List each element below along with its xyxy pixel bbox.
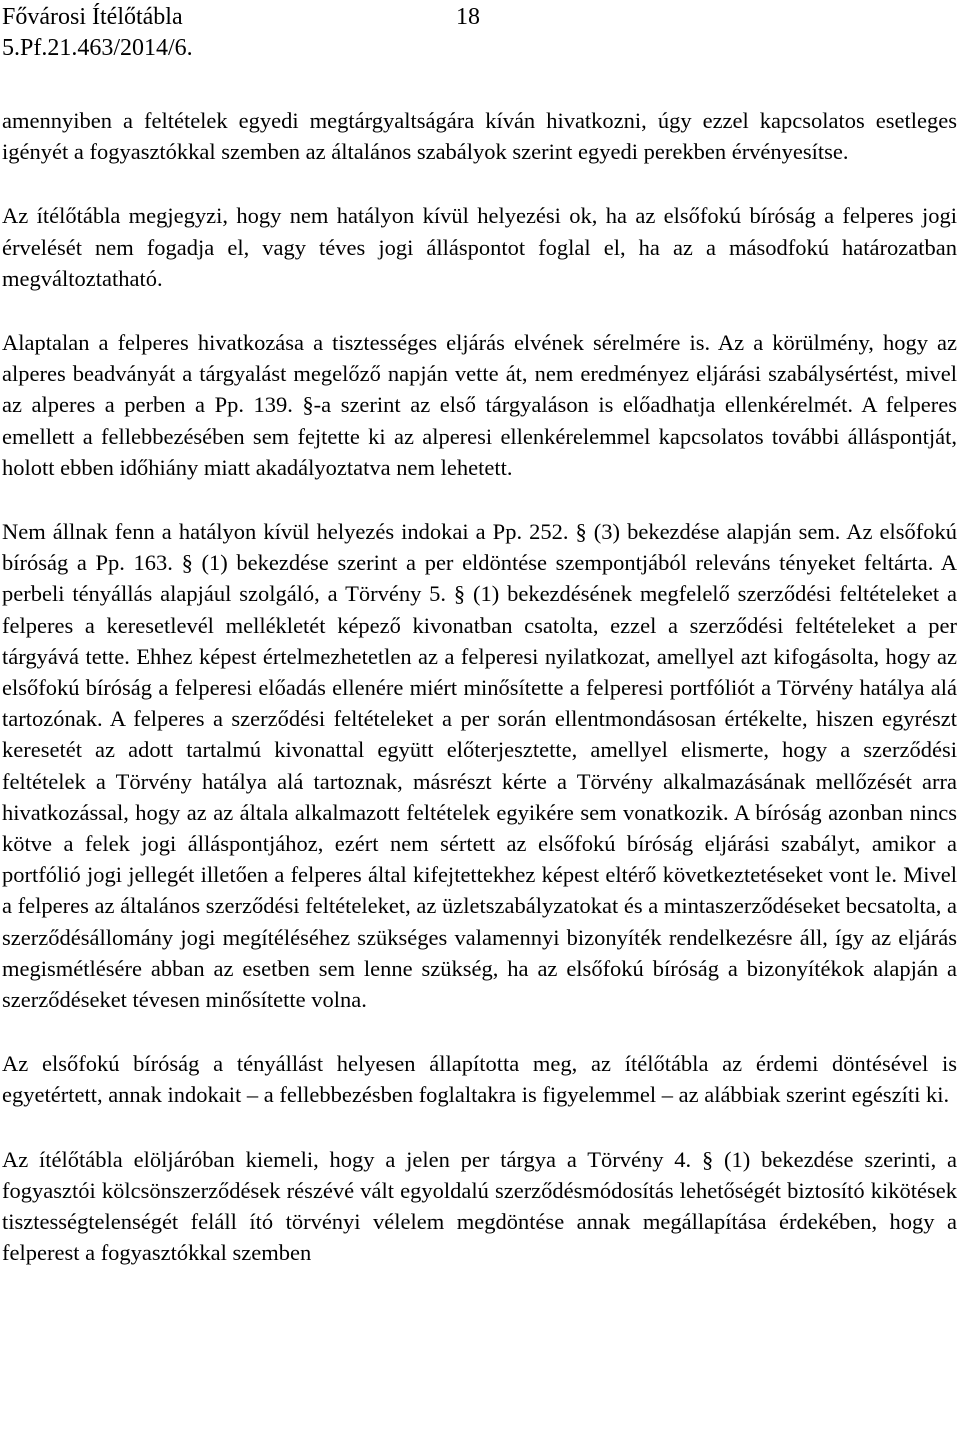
paragraph: Az ítélőtábla elöljáróban kiemeli, hogy a jelen per tárgya a Törvény 4. § (1) bekezdése szerinti, a fogyasztói kölcsönszerződések részévé vált egyoldalú szerződésmódosítás lehetőségét biztosító kikötések tisztességtelenségét feláll ító törvényi vélelem megdöntése annak megállapítása érdekében, hogy a felperest a fogyasztókkal szemben <box>2 1146 957 1266</box>
document-header <box>2 2 193 64</box>
paragraph: Az ítélőtábla megjegyzi, hogy nem hatályon kívül helyezési ok, ha az elsőfokú bíróság a felperes jogi érvelését nem fogadja el, vagy téves jogi álláspontot foglal el, ha az a másodfokú határozatban megváltoztatható. <box>2 203 957 291</box>
page-number: 18 <box>456 4 480 30</box>
paragraph: Nem állnak fenn a hatályon kívül helyezés indokai a Pp. 252. § (3) bekezdése alapján sem. Az elsőfokú bíróság a Pp. 163. § (1) bekezdése szerint a per eldöntése szempontjából releváns tényeket feltárta. A perbeli tényállás alapjául szolgáló, a Törvény 5. § (1) bekezdésének megfelelő szerződési feltételeket a felperes a keresetlevél mellékletét képező kivonatban csatolta, ezzel a szerződési feltételeket a per tárgyává tette. Ehhez képest értelmezhetetlen az a felperesi nyilatkozat, amellyel azt kifogásolta, hogy az elsőfokú bíróság a felperesi előadás ellenére miért minősítette a felperesi portfóliót a Törvény hatálya alá tartozónak. A felperes a szerződési feltételeket a per során ellentmondásosan értékelte, hiszen egyrészt keresetét az adott tartalmú kivonattal együtt előterjesztette, amellyel elismerte, hogy a szerződési feltételek a Törvény hatálya alá tartoznak, másrészt kérte a Törvény alkalmazásának mellőzését arra hivatkozással, hogy az az általa alkalmazott feltételek egyikére sem vonatkozik. A bíróság azonban nincs kötve a felek jogi álláspontjához, ezért nem sértett az elsőfokú bíróság eljárási szabályt, amikor a portfólió jogi jellegét illetően a felperes által kifejtettekhez képest eltérő következtetéseket vont le. Mivel a felperes az általános szerződési feltételeket, az üzletszabályzatokat és a mintaszerződéseket becsatolta, a szerződésállomány jogi megítéléséhez szükséges valamennyi bizonyíték rendelkezésre áll, így az eljárás megismétlésére abban az esetben sem lenne szükség, ha az elsőfokú bíróság a bizonyítékok alapján a szerződéseket tévesen minősítette volna. <box>2 519 957 1013</box>
document-body <box>2 105 957 1269</box>
court-name: Fővárosi Ítélőtábla <box>2 4 183 30</box>
case-number: 5.Pf.21.463/2014/6. <box>2 35 193 61</box>
paragraph: Alaptalan a felperes hivatkozása a tisztességes eljárás elvének sérelmére is. Az a körülmény, hogy az alperes beadványát a tárgyalást megelőző napján vette át, nem eredményez eljárási szabálysértést, mivel az alperes a perben a Pp. 139. §-a szerint az első tárgyaláson is előadhatja ellenkérelmét. A felperes emellett a fellebbezésében sem fejtette ki az alperesi ellenkérelemmel kapcsolatos további álláspontját, holott ebben időhiány miatt akadályoztatva nem lehetett. <box>2 330 957 480</box>
paragraph: Az elsőfokú bíróság a tényállást helyesen állapította meg, az ítélőtábla az érdemi döntésével is egyetértett, annak indokait – a fellebbezésben foglaltakra is figyelemmel – az alábbiak szerint egészíti ki. <box>2 1051 957 1108</box>
paragraph: amennyiben a feltételek egyedi megtárgyaltságára kíván hivatkozni, úgy ezzel kapcsolatos esetleges igényét a fogyasztókkal szemben az általános szabályok szerint egyedi perekben érvényesítse. <box>2 108 957 165</box>
